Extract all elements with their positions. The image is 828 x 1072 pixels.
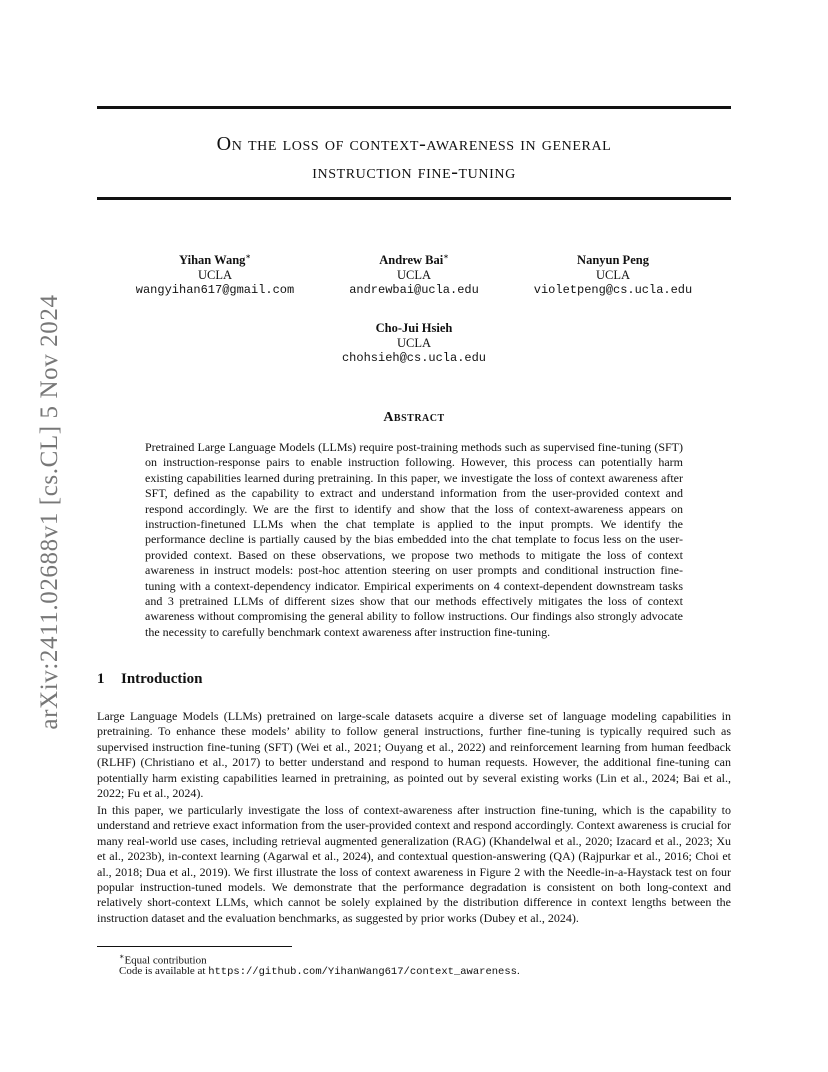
author-affiliation: UCLA	[595, 268, 631, 283]
author-block	[115, 249, 315, 298]
title-top-rule	[97, 106, 731, 109]
author-affiliation: UCLA	[197, 268, 233, 283]
author-affiliation: UCLA	[396, 268, 432, 283]
paragraph: In this paper, we particularly investigate the loss of context-awareness after instruction fine-tuning, which is the capability to understand and retrieve exact information from the user-provided context and respond accordingly. Context awareness is crucial for many real-world use cases, including retrieval augmented generalization (RAG) (Khandelwal et al., 2020; Izacard et al., 2023; Xu et al., 2023b), in-context learning (Agarwal et al., 2024), and contextual question-answering (QA) (Rajpurkar et al., 2016; Choi et al., 2018; Dua et al., 2019). We first illustrate the loss of context awareness in Figure 2 with the Needle-in-a-Haystack test on four popular instruction-tuned models. We demonstrate that the performance degradation is consistent on both long-context and relatively short-context LLMs, which cannot be solely explained by the distribution difference in context lengths between the instruction dataset and the evaluation benchmarks, as suggested by prior works (Dubey et al., 2024).	[97, 803, 731, 925]
title-bottom-rule	[97, 197, 731, 200]
abstract-text: Pretrained Large Language Models (LLMs) require post-training methods such as supervised fine-tuning (SFT) on instruction-response pairs to enable instruction following. However, this process can potentially harm existing capabilities learned during pretraining. In this paper, we investigate the loss of context awareness after SFT, defined as the capability to extract and understand information from the user-provided context and respond accordingly. We are the first to identify and show that the loss of context-awareness appears on instruction-finetuned LLMs when the chat template is applied to the input prompts. We identify the performance decline is partially caused by the bias embedded into the chat template to focus less on the user-provided context. Based on these observations, we propose two methods to mitigate the loss of context awareness in instruct models: post-hoc attention steering on user prompts and conditional instruction fine-tuning with a context-dependency indicator. Empirical experiments on 4 context-dependent downstream tasks and 3 pretrained LLMs of different sizes show that our methods effectively mitigates the loss of context awareness without compromising the general ability to follow instructions. Our findings also strongly advocate the necessity to carefully benchmark context awareness after instruction fine-tuning.	[145, 440, 683, 639]
code-link[interactable]: https://github.com/YihanWang617/context_awareness	[208, 966, 517, 978]
author-name: Andrew Bai∗	[379, 252, 449, 268]
author-email: violetpeng@cs.ucla.edu	[533, 283, 693, 298]
author-email: wangyihan617@gmail.com	[135, 283, 295, 298]
arxiv-stamp: arXiv:2411.02688v1 [cs.CL] 5 Nov 2024	[36, 294, 63, 730]
paper-title	[97, 130, 731, 186]
section-number: 1	[97, 671, 105, 687]
author-block	[314, 249, 514, 298]
title-line-2: instruction fine-tuning	[312, 161, 516, 183]
author-block	[314, 317, 514, 366]
author-name: Yihan Wang∗	[179, 252, 251, 268]
footnote-code: Code is available at https://github.com/YihanWang617/context_awareness.	[119, 965, 520, 978]
abstract-heading: Abstract	[383, 410, 445, 425]
author-name: Cho-Jui Hsieh	[375, 321, 453, 336]
section-heading	[97, 671, 202, 688]
author-email: chohsieh@cs.ucla.edu	[341, 351, 487, 366]
paragraph: Large Language Models (LLMs) pretrained on large-scale datasets acquire a diverse set of language modeling capabilities in pretraining. To enhance these models’ ability to follow general instructions, further fine-tuning is typically required such as supervised instruction fine-tuning (SFT) (Wei et al., 2021; Ouyang et al., 2022) and reinforcement learning from human feedback (RLHF) (Christiano et al., 2017) to better understand and respond to human requests. However, the additional fine-tuning can potentially harm existing capabilities learned in pretraining, as pointed out by several existing works (Lin et al., 2024; Bai et al., 2022; Fu et al., 2024).	[97, 709, 731, 801]
author-affiliation: UCLA	[396, 336, 432, 351]
footnote-equal-contribution: ∗Equal contribution	[119, 952, 207, 967]
footnote-rule	[97, 946, 292, 947]
title-line-1: On the loss of context-awareness in general	[216, 133, 612, 155]
section-title: Introduction	[121, 671, 203, 687]
author-email: andrewbai@ucla.edu	[349, 283, 479, 298]
author-block	[508, 249, 718, 298]
author-name: Nanyun Peng	[577, 253, 649, 268]
